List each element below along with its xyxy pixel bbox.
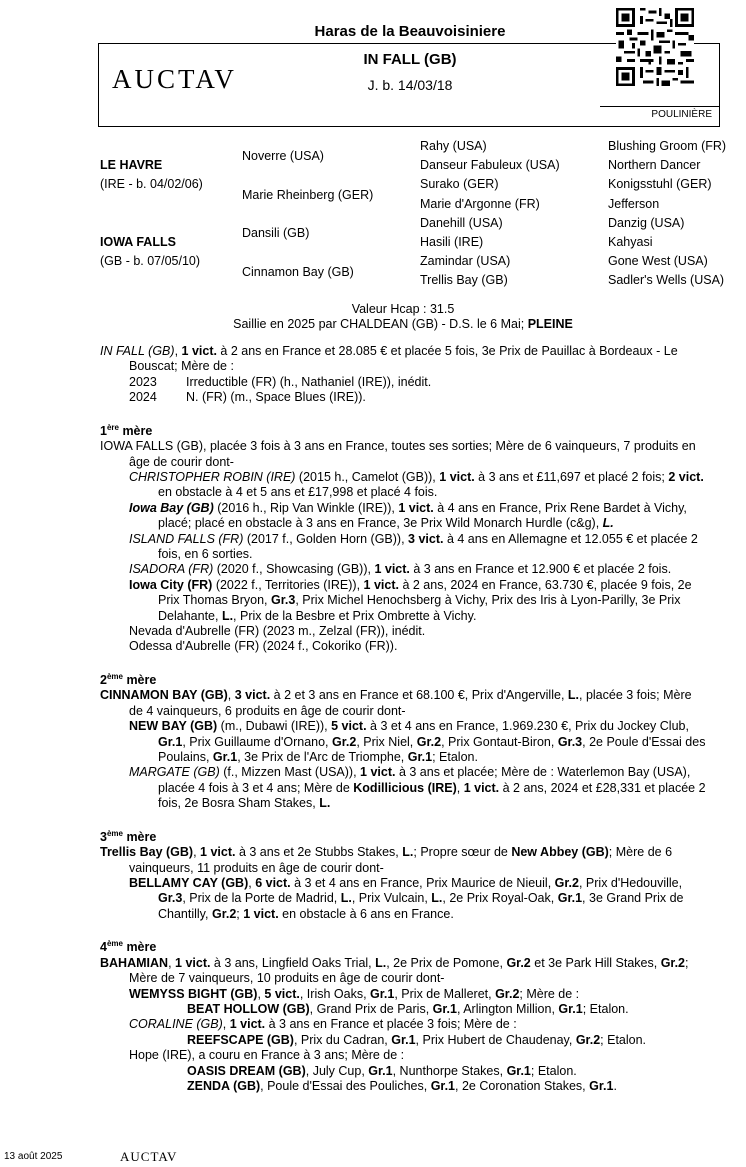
produce-record: Nevada d'Aubrelle (FR) (2023 m., Zelzal (FR)), inédit.: [129, 624, 426, 639]
fourth-dam-record: BAHAMIAN, 1 vict. à 3 ans, Lingfield Oaks Trial, L., 2e Prix de Pomone, Gr.2 et 3e Park Hill Stakes, Gr.2; Mère de 7 vainqueurs, 10 produits en âge de courir dont-: [100, 955, 689, 986]
pedigree-gen3: [420, 137, 560, 291]
produce-record: CHRISTOPHER ROBIN (IRE) (2015 h., Camelot (GB)), 1 vict. à 3 ans et £11,697 et placé 2 fois; 2 vict. en obstacle à 4 et 5 ans et £17,998 et placé 4 fois.: [129, 470, 704, 500]
pedigree-dam: [100, 233, 200, 271]
qr-code-icon: [616, 8, 694, 86]
pedigree-gen3-6: Hasili (IRE): [420, 235, 484, 250]
dam-record: IOWA FALLS (GB), placée 3 fois à 3 ans en France, toutes ses sorties; Mère de 6 vainqueurs, 7 produits en âge de courir dont-: [100, 439, 696, 469]
section-2eme-mere: 2ème mère: [100, 671, 157, 688]
seller-name: Haras de la Beauvoisiniere: [314, 23, 506, 40]
auctav-logo: AUCTAV: [112, 64, 237, 94]
produce-record: BELLAMY CAY (GB), 6 vict. à 3 et 4 ans en France, Prix Maurice de Nieuil, Gr.2, Prix d'Hedouville, Gr.3, Prix de la Porte de Madrid, L., Prix Vulcain, L., 2e Prix Royal-Oak, Gr.1, 3e Grand Prix de Chantilly, Gr.2; 1 vict. en obstacle à 6 ans en France.: [129, 876, 684, 921]
cover-text: Saillie en 2025 par CHALDEAN (GB) - D.S. le 6 Mai;: [233, 317, 525, 331]
footer-date: 13 août 2025: [4, 1151, 63, 1162]
dam-info: (GB - b. 07/05/10): [100, 254, 201, 269]
produce-2023: 2023 Irreductible (FR) (h., Nathaniel (IRE)), inédit.: [129, 374, 432, 389]
pedigree-gen3-1: Rahy (USA): [420, 139, 487, 153]
produce-record: CORALINE (GB), 1 vict. à 3 ans en France et placée 3 fois; Mère de : REEFSCAPE (GB), Prix du Cadran, Gr.1, Prix Hubert de Chaudenay, Gr.2; Etalon.: [129, 1017, 647, 1047]
pedigree-gen2-4: Cinnamon Bay (GB): [242, 265, 354, 279]
pedigree-gen4-7: Gone West (USA): [608, 254, 708, 269]
lot-type: POULINIÈRE: [651, 109, 712, 120]
pedigree-gen4-5: Danzig (USA): [608, 215, 685, 230]
horse-name: IN FALL (GB): [363, 51, 457, 68]
produce-record: Odessa d'Aubrelle (FR) (2024 f., Cokoriko (FR)).: [129, 639, 398, 654]
produce-record: NEW BAY (GB) (m., Dubawi (IRE)), 5 vict. à 3 et 4 ans en France, 1.969.230 €, Prix du Jockey Club, Gr.1, Prix Guillaume d'Ornano, Gr.2, Prix Niel, Gr.2, Prix Gontaut-Biron, Gr.3, 2e Poule d'Essai des Poulains, Gr.1, 3e Prix de l'Arc de Triomphe, Gr.1; Etalon.: [129, 719, 706, 765]
granddam-record: CINNAMON BAY (GB), 3 vict. à 2 et 3 ans en France et 68.100 €, Prix d'Angerville, L., placée 3 fois; Mère de 4 vainqueurs, 6 produits en âge de courir dont-: [100, 688, 692, 718]
pedigree-gen3-2: Danseur Fabuleux (USA): [420, 158, 560, 173]
pedigree-gen3-4: Marie d'Argonne (FR): [420, 196, 540, 211]
cover-info: [100, 317, 706, 332]
produce-2024: 2024 N. (FR) (m., Space Blues (IRE)).: [129, 390, 366, 405]
pedigree-gen4: [608, 137, 726, 291]
sire-info: (IRE - b. 04/02/06): [100, 177, 203, 192]
catalogue-body: [100, 344, 706, 1095]
pedigree-sire: [100, 156, 203, 194]
produce-record: MARGATE (GB) (f., Mizzen Mast (USA)), 1 vict. à 3 ans et placée; Mère de : Waterlemon Bay (USA), placée 4 fois à 3 et 4 ans; Mère de Kodillicious (IRE), 1 vict. à 2 ans, 2024 et £28,331 et placée 2 fois, 2e Bosra Sham Stakes, L.: [129, 765, 706, 811]
pedigree-gen3-8: Trellis Bay (GB): [420, 273, 508, 288]
produce-record: Iowa Bay (GB) (2016 h., Rip Van Winkle (IRE)), 1 vict. à 4 ans en France, Prix Rene Bardet à Vichy, placé; placé en obstacle à 3 ans en France, 3e Prix Wild Monarch Hurdle (c&g), L.: [129, 500, 687, 531]
section-3eme-mere: 3ème mère: [100, 828, 157, 844]
pedigree-gen2-1: Noverre (USA): [242, 149, 324, 163]
pedigree-gen4-8: Sadler's Wells (USA): [608, 273, 725, 288]
cover-status: PLEINE: [527, 317, 573, 331]
produce-record: WEMYSS BIGHT (GB), 5 vict., Irish Oaks, Gr.1, Prix de Malleret, Gr.2; Mère de : BEAT HOLLOW (GB), Grand Prix de Paris, Gr.1, Arlington Million, Gr.1; Etalon.: [129, 986, 629, 1017]
pedigree-gen2-2: Marie Rheinberg (GER): [242, 188, 374, 202]
handicap-rating: Valeur Hcap : 31.5: [351, 302, 455, 316]
sire-name: LE HAVRE: [100, 158, 163, 172]
lot-type-divider: [600, 106, 720, 107]
pedigree-gen2-3: Dansili (GB): [242, 226, 310, 240]
footer-logo: AUCTAV: [120, 1149, 178, 1164]
pedigree-gen4-4: Jefferson: [608, 196, 660, 211]
produce-record: ISLAND FALLS (FR) (2017 f., Golden Horn (GB)), 3 vict. à 4 ans en Allemagne et 12.055 € et placée 2 fois, en 6 sorties.: [129, 531, 698, 562]
produce-record: Hope (IRE), a couru en France à 3 ans; Mère de : OASIS DREAM (GB), July Cup, Gr.1, Nunthorpe Stakes, Gr.1; Etalon. ZENDA (GB), Poule d'Essai des Pouliches, Gr.1, 2e Coronation Stakes, Gr.1.: [129, 1048, 617, 1094]
pedigree-gen4-6: Kahyasi: [608, 235, 653, 250]
pedigree-gen3-3: Surako (GER): [420, 177, 499, 192]
dam-name: IOWA FALLS: [100, 235, 176, 249]
pedigree-gen4-1: Blushing Groom (FR): [608, 139, 727, 153]
horse-record: IN FALL (GB), 1 vict. à 2 ans en France et 28.085 € et placée 5 fois, 3e Prix de Pauillac à Bordeaux - Le Bouscat; Mère de :: [100, 344, 678, 374]
produce-record: ISADORA (FR) (2020 f., Showcasing (GB)), 1 vict. à 3 ans en France et 12.900 € et placée 2 fois.: [129, 562, 672, 577]
pedigree-gen4-2: Northern Dancer: [608, 158, 701, 173]
pedigree-gen3-5: Danehill (USA): [420, 215, 503, 230]
section-4eme-mere: 4ème mère: [100, 939, 157, 955]
birth-info: J. b. 14/03/18: [367, 77, 453, 93]
third-dam-record: Trellis Bay (GB), 1 vict. à 3 ans et 2e Stubbs Stakes, L.; Propre sœur de New Abbey (GB); Mère de 6 vainqueurs, 11 produits en âge de courir dont-: [100, 845, 673, 875]
section-1ere-mere: 1ère mère: [100, 422, 153, 438]
produce-record: Iowa City (FR) (2022 f., Territories (IRE)), 1 vict. à 2 ans, 2024 en France, 63.730 €, placée 9 fois, 2e Prix Thomas Bryon, Gr.3, Prix Michel Henochsberg à Vichy, Prix des Iris à Lyon-Parilly, 3e Prix Delahante, L., Prix de la Besbre et Prix Ombrette à Vichy.: [129, 577, 692, 623]
pedigree-gen3-7: Zamindar (USA): [420, 254, 511, 269]
pedigree-gen4-3: Konigsstuhl (GER): [608, 177, 712, 192]
